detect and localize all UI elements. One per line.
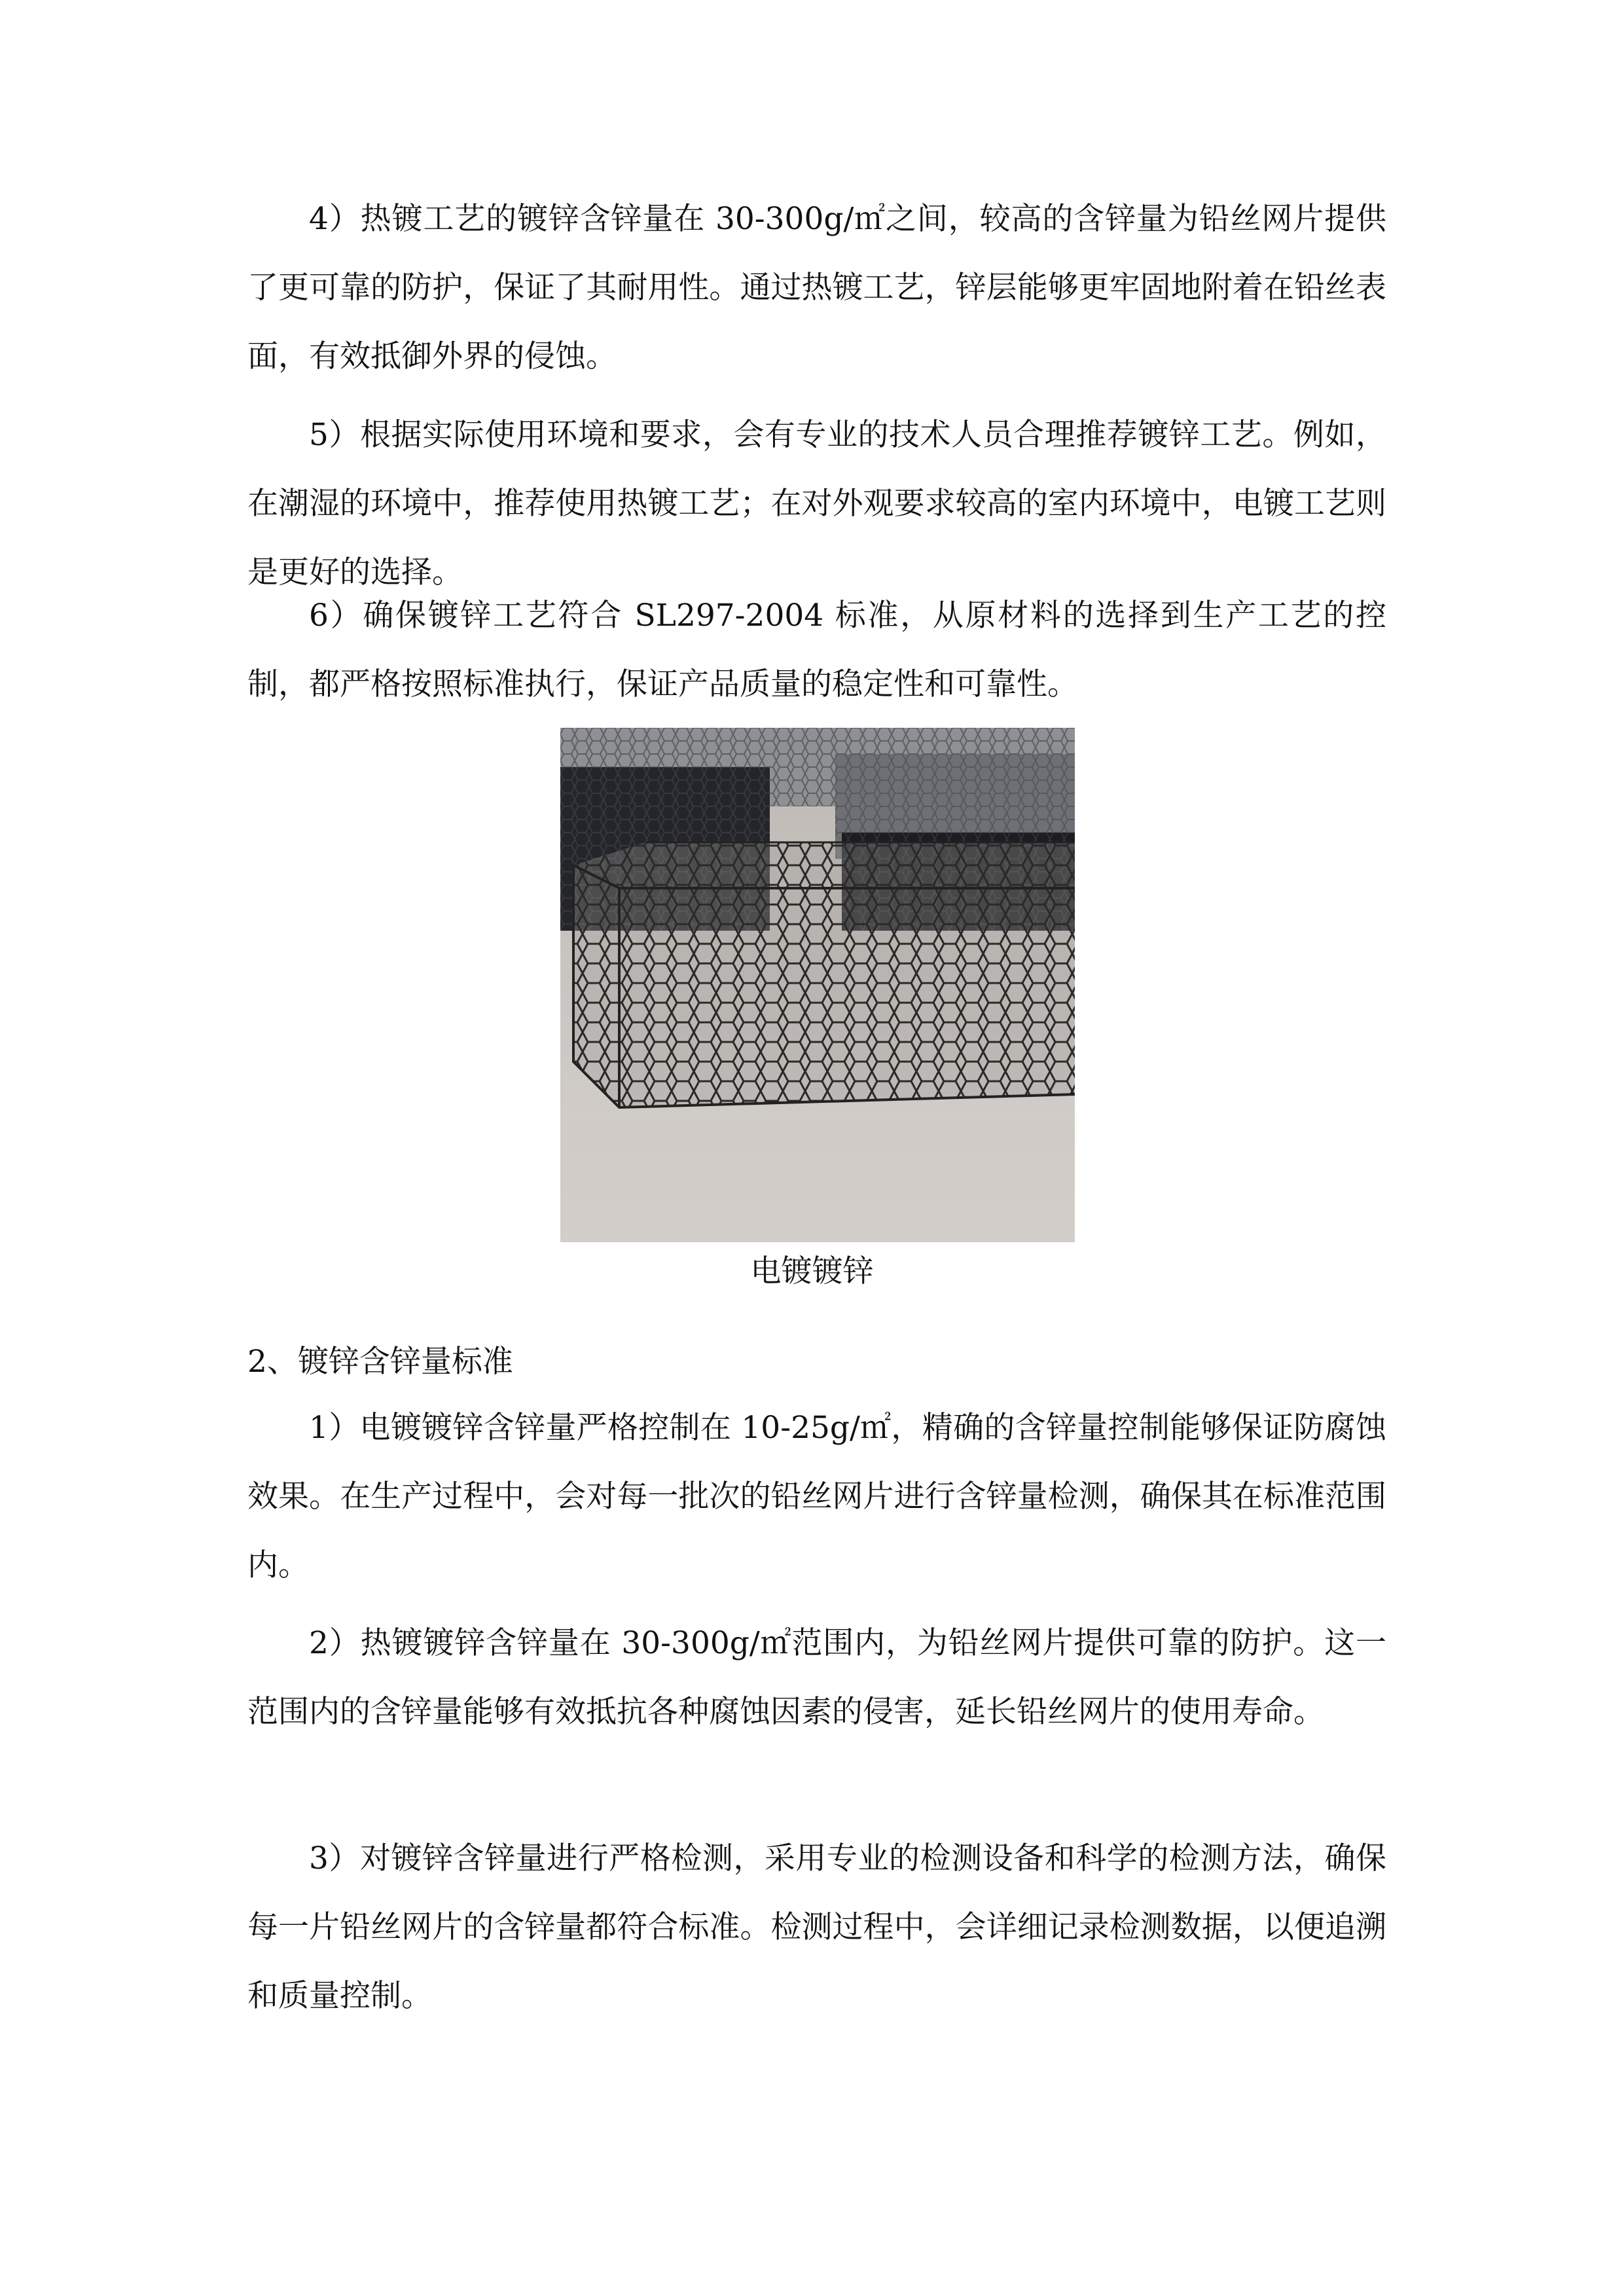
section-heading: 2、镀锌含锌量标准 xyxy=(247,1344,513,1380)
gabion-mesh-photo xyxy=(560,728,1075,1242)
figure-caption: 电镀镀锌 xyxy=(750,1253,874,1289)
paragraph-item-2: 2）热镀镀锌含锌量在 30-300g/㎡范围内，为铅丝网片提供可靠的防护。这一范围内的含锌量能够有效抵抗各种腐蚀因素的侵害，延长铅丝网片的使用寿命。 xyxy=(247,1625,1386,1730)
paragraph-item-4: 4）热镀工艺的镀锌含锌量在 30-300g/㎡之间，较高的含锌量为铅丝网片提供了更可靠的防护，保证了其耐用性。通过热镀工艺，锌层能够更牢固地附着在铅丝表面，有效抵御外界的侵蚀。 xyxy=(247,201,1386,374)
paragraph-item-5: 5）根据实际使用环境和要求，会有专业的技术人员合理推荐镀锌工艺。例如，在潮湿的环境中，推荐使用热镀工艺；在对外观要求较高的室内环境中，电镀工艺则是更好的选择。 xyxy=(247,417,1386,590)
paragraph-item-6: 6）确保镀锌工艺符合 SL297-2004 标准，从原材料的选择到生产工艺的控制，都严格按照标准执行，保证产品质量的稳定性和可靠性。 xyxy=(247,598,1386,702)
paragraph-item-3: 3）对镀锌含锌量进行严格检测，采用专业的检测设备和科学的检测方法，确保每一片铅丝网片的含锌量都符合标准。检测过程中，会详细记录检测数据，以便追溯和质量控制。 xyxy=(247,1840,1386,2014)
paragraph-item-1: 1）电镀镀锌含锌量严格控制在 10-25g/㎡，精确的含锌量控制能够保证防腐蚀效果。在生产过程中，会对每一批次的铅丝网片进行含锌量检测，确保其在标准范围内。 xyxy=(247,1410,1386,1583)
